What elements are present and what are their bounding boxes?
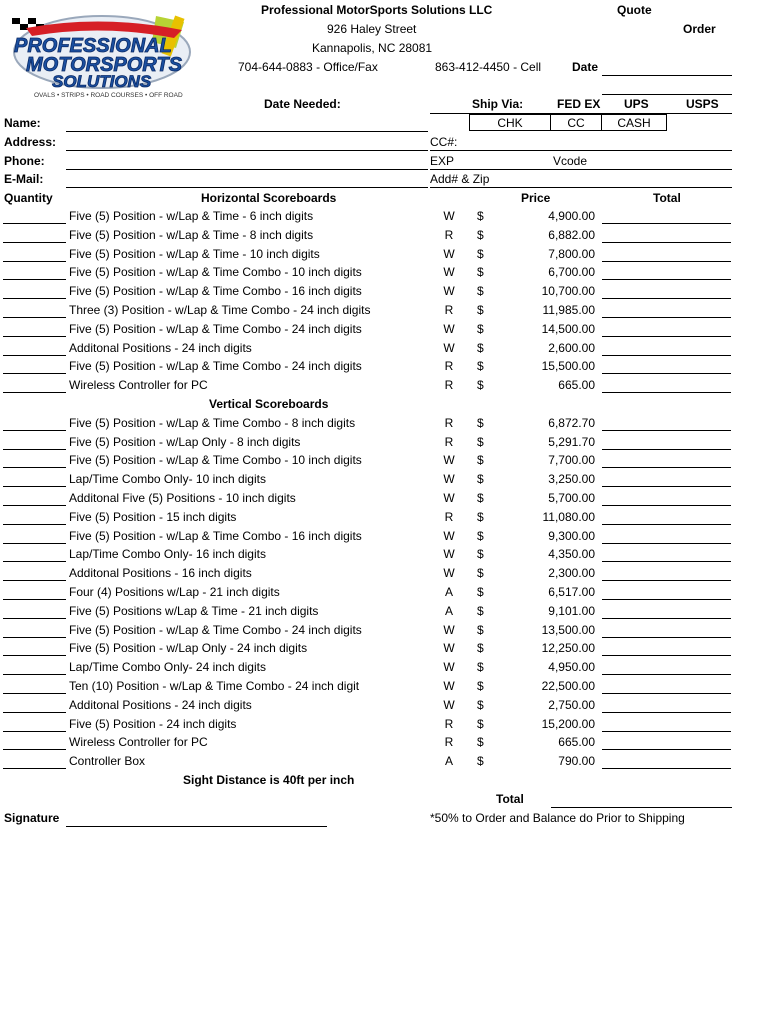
company-name: Professional MotorSports Solutions LLC xyxy=(261,3,493,17)
currency-symbol: $ xyxy=(477,209,484,223)
item-price: 14,500.00 xyxy=(541,321,595,336)
item-code: R xyxy=(444,303,454,317)
item-total-field[interactable] xyxy=(602,261,731,262)
table-row xyxy=(0,696,770,715)
quantity-field[interactable] xyxy=(3,618,66,619)
quantity-field[interactable] xyxy=(3,317,66,318)
quantity-field[interactable] xyxy=(3,674,66,675)
item-description: Five (5) Position - w/Lap & Time Combo - 10 inch digits xyxy=(69,265,362,280)
item-description: Five (5) Position - w/Lap & Time Combo - 24 inch digits xyxy=(69,321,362,336)
currency-symbol: $ xyxy=(477,603,484,618)
signature-label: Signature xyxy=(4,811,60,825)
item-total-field[interactable] xyxy=(602,298,731,299)
table-row xyxy=(0,245,770,264)
quantity-field[interactable] xyxy=(3,543,66,544)
cc-option[interactable]: CC xyxy=(550,114,602,131)
item-code: A xyxy=(444,754,453,769)
table-row xyxy=(0,583,770,602)
item-description: Five (5) Position - w/Lap & Time Combo - 16 inch digits xyxy=(69,284,362,299)
date-label: Date xyxy=(572,60,599,74)
company-address2: Kannapolis, NC 28081 xyxy=(312,41,433,55)
item-description: Additonal Positions - 24 inch digits xyxy=(69,340,252,355)
currency-symbol: $ xyxy=(477,340,484,355)
item-code: W xyxy=(443,491,455,505)
currency-symbol: $ xyxy=(477,566,484,581)
table-row xyxy=(0,320,770,339)
currency-symbol: $ xyxy=(477,303,484,317)
ccnum-field[interactable] xyxy=(430,150,732,151)
name-field[interactable] xyxy=(66,131,428,132)
item-total-field[interactable] xyxy=(602,599,731,600)
item-description: Five (5) Position - 24 inch digits xyxy=(69,716,237,731)
item-total-field[interactable] xyxy=(602,693,731,694)
table-row xyxy=(0,752,770,771)
item-total-field[interactable] xyxy=(602,637,731,638)
table-row xyxy=(0,527,770,546)
table-row xyxy=(0,226,770,245)
currency-symbol: $ xyxy=(477,246,484,261)
item-total-field[interactable] xyxy=(602,317,731,318)
item-description: Five (5) Position - w/Lap & Time - 10 inch digits xyxy=(69,246,320,261)
table-row xyxy=(0,733,770,752)
item-price: 9,101.00 xyxy=(548,603,595,618)
item-total-field[interactable] xyxy=(602,242,731,243)
item-description: Five (5) Position - w/Lap & Time Combo - 16 inch digits xyxy=(69,528,362,543)
quantity-field[interactable] xyxy=(3,712,66,713)
item-price: 13,500.00 xyxy=(541,622,595,637)
currency-symbol: $ xyxy=(477,585,484,599)
item-description: Wireless Controller for PC xyxy=(69,735,208,750)
quantity-field[interactable] xyxy=(3,449,66,450)
divider xyxy=(602,94,732,95)
chk-option[interactable]: CHK xyxy=(469,114,551,131)
phone-label: Phone: xyxy=(4,154,45,168)
item-code: W xyxy=(443,679,455,693)
company-phone: 704-644-0883 - Office/Fax xyxy=(238,60,378,74)
table-row xyxy=(0,433,770,452)
company-address1: 926 Haley Street xyxy=(327,22,417,36)
quantity-field[interactable] xyxy=(3,524,66,525)
item-code: W xyxy=(443,265,455,280)
item-code: R xyxy=(444,434,454,449)
item-total-field[interactable] xyxy=(602,430,731,431)
currency-symbol: $ xyxy=(477,547,484,562)
quantity-field[interactable] xyxy=(3,599,66,600)
item-total-field[interactable] xyxy=(602,223,731,224)
name-label: Name: xyxy=(4,116,41,130)
price-header: Price xyxy=(521,191,551,205)
item-price: 9,300.00 xyxy=(548,528,595,543)
item-total-field[interactable] xyxy=(602,618,731,619)
item-code: W xyxy=(443,209,455,223)
address-field[interactable] xyxy=(66,150,428,151)
company-logo xyxy=(6,8,196,100)
ship-via-label: Ship Via: xyxy=(472,97,524,111)
item-total-field[interactable] xyxy=(602,674,731,675)
item-description: Five (5) Position - w/Lap & Time Combo - 24 inch digits xyxy=(69,622,362,637)
item-total-field[interactable] xyxy=(602,768,731,769)
item-total-field[interactable] xyxy=(602,449,731,450)
fedex-option[interactable]: FED EX xyxy=(557,97,601,111)
sight-distance-note: Sight Distance is 40ft per inch xyxy=(183,773,355,787)
item-total-field[interactable] xyxy=(602,486,731,487)
item-price: 11,985.00 xyxy=(542,303,595,317)
item-description: Five (5) Position - w/Lap Only - 8 inch digits xyxy=(69,434,301,449)
table-row xyxy=(0,545,770,564)
item-total-field[interactable] xyxy=(602,731,731,732)
item-code: R xyxy=(444,509,454,524)
logo-line2: MOTORSPORTS xyxy=(26,54,182,76)
table-row xyxy=(0,677,770,696)
currency-symbol: $ xyxy=(477,679,484,693)
quantity-field[interactable] xyxy=(3,505,66,506)
item-price: 6,872.70 xyxy=(548,415,595,430)
quantity-field[interactable] xyxy=(3,467,66,468)
item-description: Wireless Controller for PC xyxy=(69,378,208,393)
item-code: W xyxy=(443,321,455,336)
table-row xyxy=(0,639,770,658)
ccnum-label: CC#: xyxy=(430,135,458,149)
currency-symbol: $ xyxy=(477,641,484,656)
item-code: W xyxy=(443,547,455,562)
item-code: W xyxy=(443,528,455,543)
currency-symbol: $ xyxy=(477,378,484,393)
item-description: Three (3) Position - w/Lap & Time Combo - 24 inch digits xyxy=(69,303,371,317)
quote-label: Quote xyxy=(617,3,652,17)
item-code: W xyxy=(443,340,455,355)
item-code: R xyxy=(444,359,454,374)
item-price: 7,700.00 xyxy=(548,453,595,468)
quantity-field[interactable] xyxy=(3,373,66,374)
item-total-field[interactable] xyxy=(602,580,731,581)
quantity-field[interactable] xyxy=(3,430,66,431)
item-description: Lap/Time Combo Only- 10 inch digits xyxy=(69,472,266,487)
table-row xyxy=(0,301,770,320)
quantity-field[interactable] xyxy=(3,486,66,487)
total-header: Total xyxy=(653,191,681,205)
item-description: Five (5) Position - w/Lap & Time - 8 inch digits xyxy=(69,227,314,242)
signature-field[interactable] xyxy=(66,826,327,827)
company-cell: 863-412-4450 - Cell xyxy=(435,60,542,74)
item-code: A xyxy=(444,585,453,599)
currency-symbol: $ xyxy=(477,453,484,468)
item-price: 6,882.00 xyxy=(548,227,595,242)
grand-total-field[interactable] xyxy=(551,807,732,808)
item-description: Additonal Positions - 16 inch digits xyxy=(69,566,252,581)
item-price: 7,800.00 xyxy=(548,246,595,261)
item-description: Five (5) Position - w/Lap & Time Combo - 24 inch digits xyxy=(69,359,362,374)
currency-symbol: $ xyxy=(477,472,484,487)
item-code: W xyxy=(443,246,455,261)
item-total-field[interactable] xyxy=(602,561,731,562)
item-price: 22,500.00 xyxy=(541,679,595,693)
item-description: Ten (10) Position - w/Lap & Time Combo - 24 inch digit xyxy=(69,679,360,693)
table-row xyxy=(0,621,770,640)
quantity-field[interactable] xyxy=(3,731,66,732)
item-description: Five (5) Position - w/Lap & Time Combo - 8 inch digits xyxy=(69,415,356,430)
item-description: Additonal Positions - 24 inch digits xyxy=(69,697,252,712)
terms-note: *50% to Order and Balance do Prior to Shipping xyxy=(430,811,685,825)
item-code: R xyxy=(444,716,454,731)
item-description: Lap/Time Combo Only- 24 inch digits xyxy=(69,660,266,675)
section-title: Vertical Scoreboards xyxy=(209,397,329,411)
table-row xyxy=(0,376,770,395)
item-code: R xyxy=(444,227,454,242)
logo-tagline: OVALS • STRIPS • ROAD COURSES • OFF ROAD xyxy=(34,92,183,99)
currency-symbol: $ xyxy=(477,735,484,750)
item-total-field[interactable] xyxy=(602,524,731,525)
quantity-field[interactable] xyxy=(3,561,66,562)
table-row xyxy=(0,263,770,282)
quantity-field[interactable] xyxy=(3,580,66,581)
item-price: 2,600.00 xyxy=(548,340,595,355)
email-field[interactable] xyxy=(66,187,428,188)
item-code: W xyxy=(443,453,455,468)
quantity-field[interactable] xyxy=(3,261,66,262)
item-price: 790.00 xyxy=(558,754,595,769)
item-total-field[interactable] xyxy=(602,749,731,750)
item-price: 5,700.00 xyxy=(548,491,595,505)
quantity-field[interactable] xyxy=(3,279,66,280)
currency-symbol: $ xyxy=(477,265,484,280)
table-row xyxy=(0,282,770,301)
item-total-field[interactable] xyxy=(602,543,731,544)
quantity-field[interactable] xyxy=(3,298,66,299)
currency-symbol: $ xyxy=(477,716,484,731)
item-total-field[interactable] xyxy=(602,373,731,374)
item-code: A xyxy=(444,603,453,618)
currency-symbol: $ xyxy=(477,754,484,769)
item-price: 12,250.00 xyxy=(541,641,595,656)
grand-total-label: Total xyxy=(496,792,524,806)
currency-symbol: $ xyxy=(477,491,484,505)
item-total-field[interactable] xyxy=(602,467,731,468)
item-code: R xyxy=(444,378,454,393)
item-description: Five (5) Positions w/Lap & Time - 21 inch digits xyxy=(69,603,319,618)
item-price: 665.00 xyxy=(558,735,595,750)
date-field[interactable] xyxy=(602,75,732,76)
currency-symbol: $ xyxy=(477,227,484,242)
table-row xyxy=(0,339,770,358)
section-title: Horizontal Scoreboards xyxy=(201,191,337,205)
quantity-header: Quantity xyxy=(4,191,53,205)
quantity-field[interactable] xyxy=(3,768,66,769)
exp-label: EXP xyxy=(430,154,455,168)
item-total-field[interactable] xyxy=(602,355,731,356)
quantity-field[interactable] xyxy=(3,242,66,243)
phone-field[interactable] xyxy=(66,169,428,170)
table-row xyxy=(0,658,770,677)
table-row xyxy=(0,508,770,527)
currency-symbol: $ xyxy=(477,415,484,430)
item-price: 4,950.00 xyxy=(548,660,595,675)
currency-symbol: $ xyxy=(477,697,484,712)
item-price: 2,750.00 xyxy=(548,697,595,712)
item-description: Five (5) Position - w/Lap Only - 24 inch digits xyxy=(69,641,308,656)
quantity-field[interactable] xyxy=(3,392,66,393)
quantity-field[interactable] xyxy=(3,693,66,694)
exp-field[interactable] xyxy=(430,169,732,170)
item-description: Four (4) Positions w/Lap - 21 inch digits xyxy=(69,585,280,599)
addzip-field[interactable] xyxy=(430,187,732,188)
logo-line1: PROFESSIONAL xyxy=(14,35,172,57)
item-description: Five (5) Position - w/Lap & Time Combo - 10 inch digits xyxy=(69,453,362,468)
item-price: 11,080.00 xyxy=(542,509,595,524)
item-price: 3,250.00 xyxy=(548,472,595,487)
vcode-label: Vcode xyxy=(553,154,588,168)
item-total-field[interactable] xyxy=(602,712,731,713)
address-label: Address: xyxy=(4,135,57,149)
email-label: E-Mail: xyxy=(4,172,44,186)
item-price: 6,700.00 xyxy=(548,265,595,280)
item-code: W xyxy=(443,284,455,299)
item-price: 4,350.00 xyxy=(548,547,595,562)
item-code: R xyxy=(444,735,454,750)
addzip-label: Add# & Zip xyxy=(430,172,490,186)
cash-option[interactable]: CASH xyxy=(601,114,667,131)
item-price: 665.00 xyxy=(558,378,595,393)
date-needed-label: Date Needed: xyxy=(264,97,341,111)
item-description: Controller Box xyxy=(69,754,146,769)
item-total-field[interactable] xyxy=(602,279,731,280)
item-price: 15,200.00 xyxy=(541,716,595,731)
currency-symbol: $ xyxy=(477,359,484,374)
quantity-field[interactable] xyxy=(3,336,66,337)
item-code: W xyxy=(443,472,455,487)
logo-line3: SOLUTIONS xyxy=(52,72,152,91)
currency-symbol: $ xyxy=(477,321,484,336)
table-row xyxy=(0,207,770,226)
quantity-field[interactable] xyxy=(3,637,66,638)
ups-option[interactable]: UPS xyxy=(624,97,649,111)
item-code: W xyxy=(443,622,455,637)
item-code: R xyxy=(444,415,454,430)
table-row xyxy=(0,564,770,583)
item-description: Five (5) Position - 15 inch digits xyxy=(69,509,237,524)
order-label: Order xyxy=(683,22,716,36)
item-code: W xyxy=(443,660,455,675)
quantity-field[interactable] xyxy=(3,355,66,356)
item-total-field[interactable] xyxy=(602,336,731,337)
item-total-field[interactable] xyxy=(602,505,731,506)
quantity-field[interactable] xyxy=(3,223,66,224)
table-row xyxy=(0,470,770,489)
usps-option[interactable]: USPS xyxy=(686,97,719,111)
currency-symbol: $ xyxy=(477,660,484,675)
item-code: W xyxy=(443,697,455,712)
quantity-field[interactable] xyxy=(3,655,66,656)
quantity-field[interactable] xyxy=(3,749,66,750)
item-description: Lap/Time Combo Only- 16 inch digits xyxy=(69,547,266,562)
item-total-field[interactable] xyxy=(602,655,731,656)
item-description: Additonal Five (5) Positions - 10 inch digits xyxy=(69,491,296,505)
currency-symbol: $ xyxy=(477,622,484,637)
item-price: 15,500.00 xyxy=(541,359,595,374)
item-total-field[interactable] xyxy=(602,392,731,393)
item-price: 4,900.00 xyxy=(548,209,595,223)
currency-symbol: $ xyxy=(477,284,484,299)
table-row xyxy=(0,451,770,470)
item-price: 2,300.00 xyxy=(548,566,595,581)
currency-symbol: $ xyxy=(477,509,484,524)
currency-symbol: $ xyxy=(477,434,484,449)
table-row xyxy=(0,489,770,508)
item-code: W xyxy=(443,641,455,656)
item-price: 5,291.70 xyxy=(548,434,595,449)
currency-symbol: $ xyxy=(477,528,484,543)
table-row xyxy=(0,357,770,376)
item-price: 6,517.00 xyxy=(548,585,595,599)
item-price: 10,700.00 xyxy=(541,284,595,299)
item-code: W xyxy=(443,566,455,581)
table-row xyxy=(0,414,770,433)
table-row xyxy=(0,715,770,734)
table-row xyxy=(0,602,770,621)
item-description: Five (5) Position - w/Lap & Time - 6 inch digits xyxy=(69,209,314,223)
